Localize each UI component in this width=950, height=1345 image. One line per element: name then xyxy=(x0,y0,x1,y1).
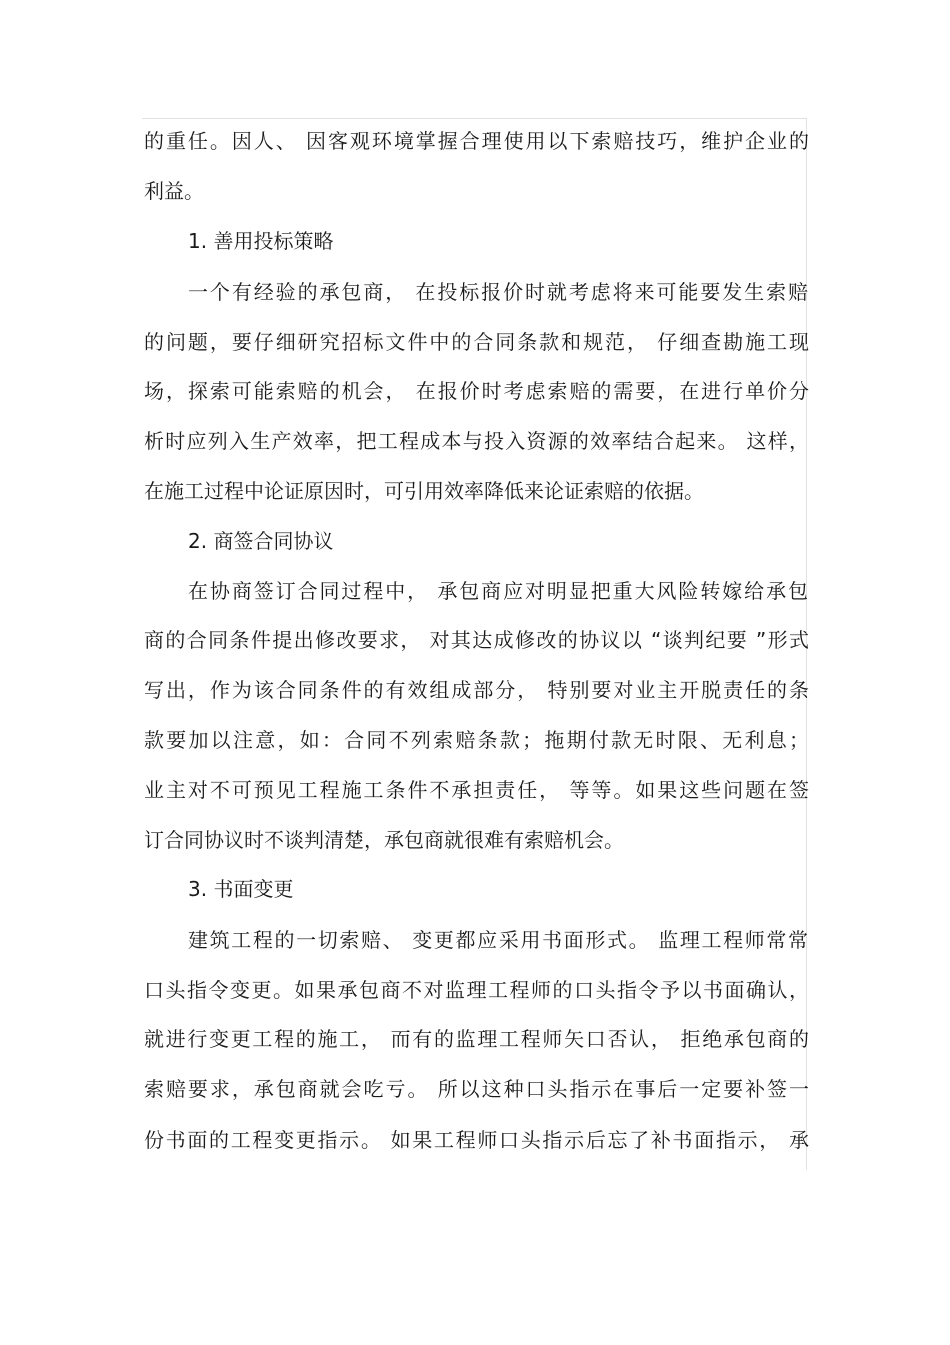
paragraph-line: 业主对不可预见工程施工条件不承担责任， 等等。如果这些问题在签 xyxy=(144,778,809,802)
section-heading: 2. 商签合同协议 xyxy=(188,529,334,553)
paragraph-line: 场，探索可能索赔的机会， 在报价时考虑索赔的需要，在进行单价分 xyxy=(144,379,809,403)
paragraph-line: 索赔要求，承包商就会吃亏。 所以这种口头指示在事后一定要补签一 xyxy=(144,1077,809,1101)
paragraph-line: 建筑工程的一切索赔、 变更都应采用书面形式。 监理工程师常常 xyxy=(188,928,808,952)
paragraph-line: 在协商签订合同过程中， 承包商应对明显把重大风险转嫁给承包 xyxy=(188,579,808,603)
paragraph-line: 口头指令变更。如果承包商不对监理工程师的口头指令予以书面确认， xyxy=(144,978,809,1002)
section-heading: 3. 书面变更 xyxy=(188,877,294,901)
section-heading: 1. 善用投标策略 xyxy=(188,229,334,253)
paragraph-line: 的重任。因人、 因客观环境掌握合理使用以下索赔技巧，维护企业的 xyxy=(144,129,809,153)
paragraph-line: 份书面的工程变更指示。 如果工程师口头指示后忘了补书面指示， 承 xyxy=(144,1128,809,1152)
paragraph-line: 利益。 xyxy=(144,179,204,203)
paragraph-line: 就进行变更工程的施工， 而有的监理工程师矢口否认， 拒绝承包商的 xyxy=(144,1027,809,1051)
paragraph-line: 析时应列入生产效率，把工程成本与投入资源的效率结合起来。 这样， xyxy=(144,429,809,453)
paragraph-line: 在施工过程中论证原因时，可引用效率降低来论证索赔的依据。 xyxy=(144,479,704,503)
paragraph-line: 写出，作为该合同条件的有效组成部分， 特别要对业主开脱责任的条 xyxy=(144,678,809,702)
paragraph-line: 一个有经验的承包商， 在投标报价时就考虑将来可能要发生索赔 xyxy=(188,280,808,304)
paragraph-line: 商的合同条件提出修改要求， 对其达成修改的协议以 “谈判纪要 ”形式 xyxy=(144,628,809,652)
paragraph-line: 订合同协议时不谈判清楚，承包商就很难有索赔机会。 xyxy=(144,828,624,852)
paragraph-line: 的问题，要仔细研究招标文件中的合同条款和规范， 仔细查勘施工现 xyxy=(144,330,809,354)
paragraph-line: 款要加以注意，如：合同不列索赔条款；拖期付款无时限、无利息； xyxy=(144,728,809,752)
